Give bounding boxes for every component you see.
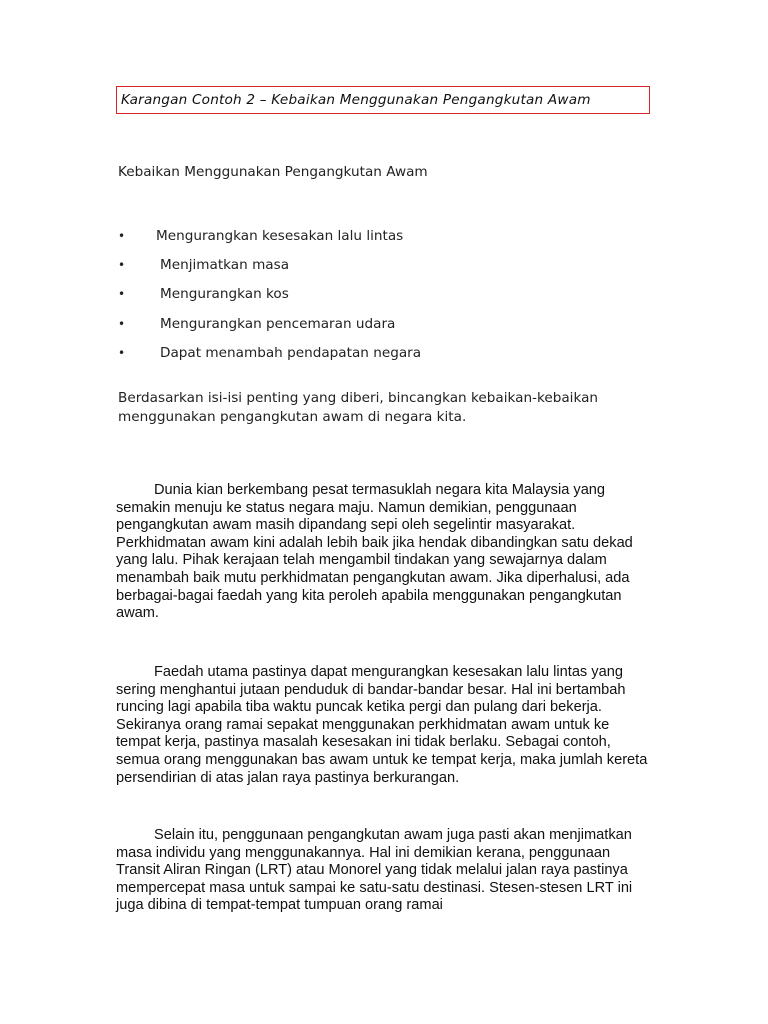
bullet-icon: • bbox=[118, 346, 126, 361]
bullet-icon: • bbox=[118, 316, 126, 331]
bullet-icon: • bbox=[118, 258, 126, 273]
point-text: Dapat menambah pendapatan negara bbox=[160, 345, 422, 362]
point-text: Mengurangkan pencemaran udara bbox=[160, 315, 396, 332]
point-text: Mengurangkan kos bbox=[160, 286, 289, 303]
bullet-icon: • bbox=[118, 228, 126, 243]
title-box bbox=[116, 86, 650, 114]
list-item bbox=[118, 339, 421, 368]
body-paragraph: Faedah utama pastinya dapat mengurangkan kesesakan lalu lintas yang sering menghantui jutaan penduduk di bandar-bandar besar. Hal ini bertambah runcing lagi apabila tiba waktu puncak ketika pergi dan pulang dari bekerja. Sekiranya orang ramai sepakat menggunakan perkhidmatan awam untuk ke tempat kerja, pastinya masalah kesesakan ini tidak berlaku. Sebagai contoh, semua orang menggunakan bas awam untuk ke tempat kerja, maka jumlah kereta persendirian di atas jalan raya pastinya berkurangan. bbox=[116, 664, 648, 786]
points-list bbox=[118, 221, 421, 368]
bullet-icon: • bbox=[118, 287, 126, 302]
essay-subtitle: Kebaikan Menggunakan Pengangkutan Awam bbox=[118, 164, 428, 180]
point-text: Menjimatkan masa bbox=[160, 257, 290, 274]
list-item bbox=[118, 280, 421, 309]
list-item bbox=[118, 309, 421, 338]
essay-title: Karangan Contoh 2 – Kebaikan Menggunakan Pengangkutan Awam bbox=[121, 92, 591, 108]
body-paragraph: Dunia kian berkembang pesat termasuklah negara kita Malaysia yang semakin menuju ke status negara maju. Namun demikian, penggunaan pengangkutan awam masih dipandang sepi oleh segelintir masyarakat. Perkhidmatan awam kini adalah lebih baik jika hendak dibandingkan satu dekad yang lalu. Pihak kerajaan telah mengambil tindakan yang sewajarnya dalam menambah baik mutu perkhidmatan pengangkutan awam. Jika diperhalusi, ada berbagai-bagai faedah yang kita peroleh apabila menggunakan pengangkutan awam. bbox=[116, 482, 633, 622]
essay-instruction: Berdasarkan isi-isi penting yang diberi, bincangkan kebaikan-kebaikan menggunakan pengangkutan awam di negara kita. bbox=[118, 390, 599, 425]
body-paragraph: Selain itu, penggunaan pengangkutan awam juga pasti akan menjimatkan masa individu yang menggunakannya. Hal ini demikian kerana, penggunaan Transit Aliran Ringan (LRT) atau Monorel yang tidak melalui jalan raya pastinya mempercepat masa untuk sampai ke satu-satu destinasi. Stesen-stesen LRT ini juga dibina di tempat-tempat tumpuan orang ramai bbox=[116, 827, 633, 914]
list-item bbox=[118, 250, 421, 279]
point-text: Mengurangkan kesesakan lalu lintas bbox=[156, 227, 404, 244]
list-item bbox=[118, 221, 421, 250]
